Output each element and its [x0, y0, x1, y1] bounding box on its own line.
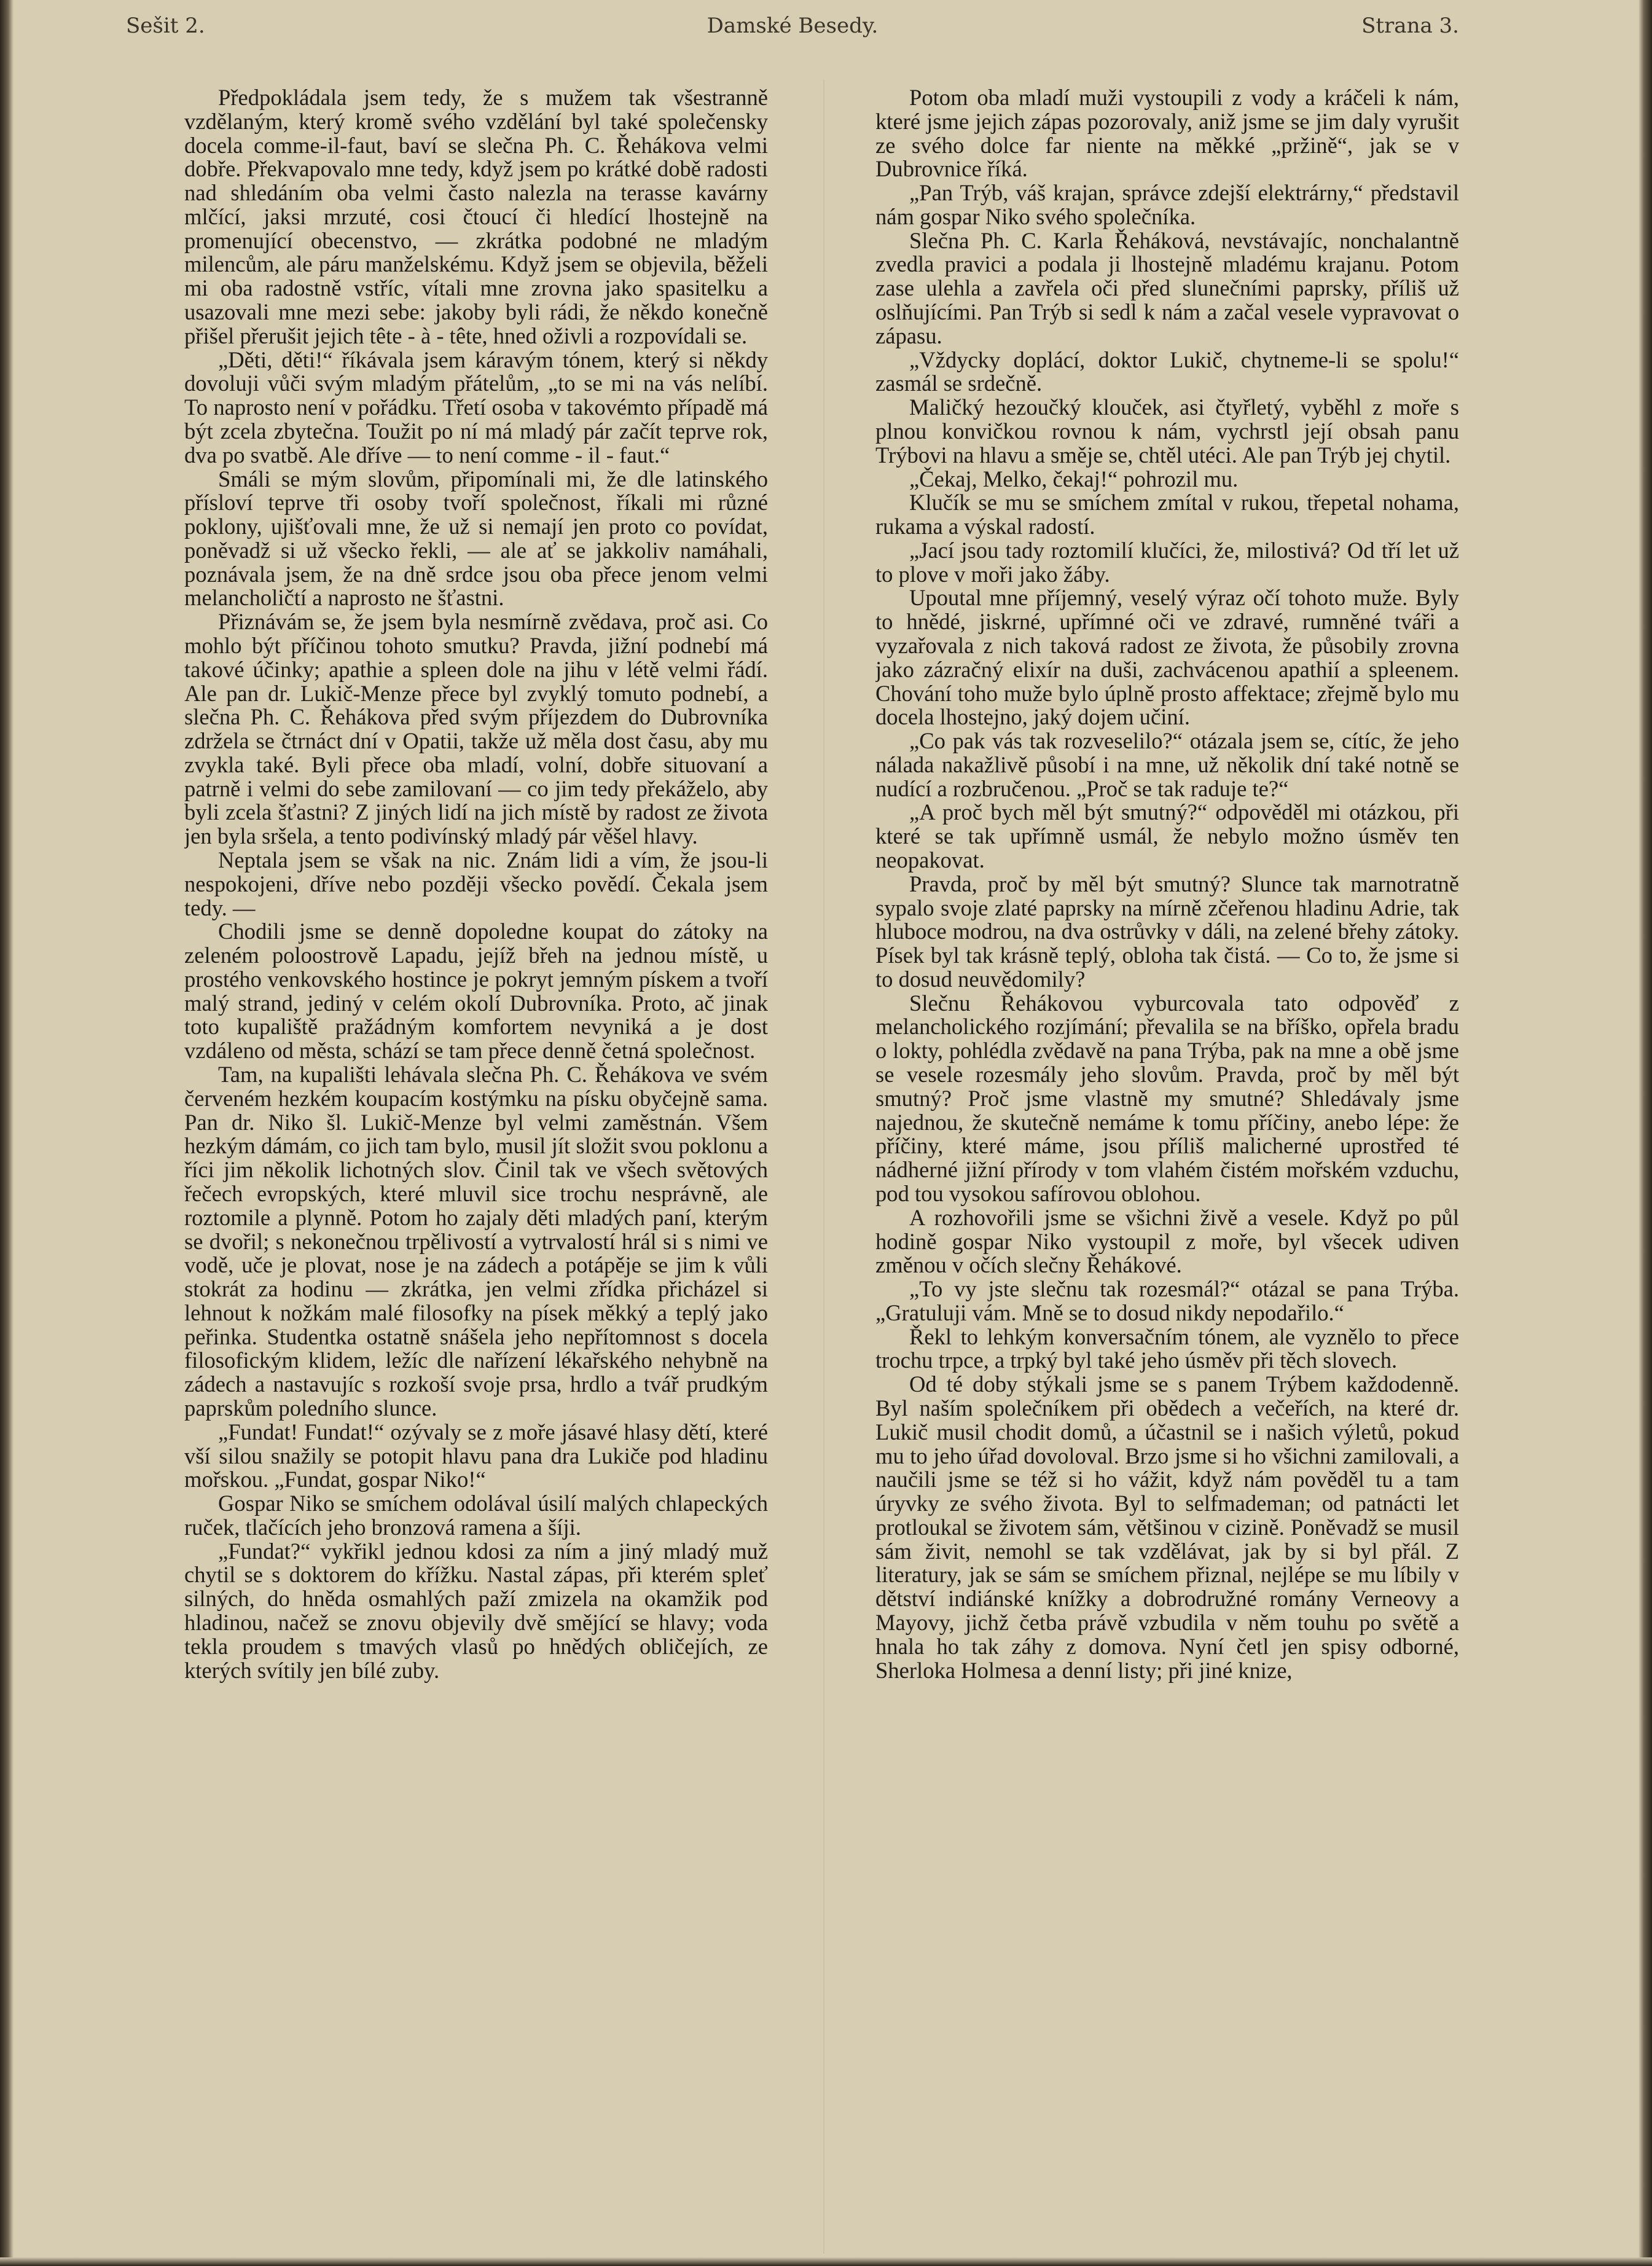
- paragraph: Pravda, proč by měl být smutný? Slunce tak marnotratně sypalo svoje zlaté paprsky na mírně zčeřenou hladinu Adrie, tak hluboce modrou, na dva ostrůvky v dáli, na zelené břehy zátoky. Písek byl tak krásně teplý, obloha tak čistá. — Co to, že jsme si to dosud neuvědomily?: [875, 871, 1459, 992]
- paragraph: „Fundat! Fundat!“ ozývaly se z moře jásavé hlasy dětí, které vší silou snažily se potopit hlavu pana dra Lukiče pod hladinu mořskou. „Fundat, gospar Niko!“: [184, 1419, 768, 1492]
- issue-label: Sešit 2.: [126, 14, 205, 38]
- paragraph: Upoutal mne příjemný, veselý výraz očí tohoto muže. Byly to hnědé, jiskrné, upřímné oči ve zdravé, rumněné tváři a vyzařovala z nich taková radost ze života, že působily zrovna jako zázračný elixír na duši, zachvácenou apathií a spleenem. Chování toho muže bylo úplně prosto affektace; zřejmě bylo mu docela lhostejno, jaký dojem učiní.: [875, 585, 1459, 730]
- paragraph: „Čekaj, Melko, čekaj!“ pohrozil mu.: [909, 466, 1239, 492]
- paragraph: Řekl to lehkým konversačním tónem, ale vyznělo to přece trochu trpce, a trpký byl také jeho úsměv při těch slovech.: [875, 1323, 1459, 1373]
- page-edge-right: [1638, 0, 1652, 2266]
- page-edge-left: [0, 0, 14, 2266]
- paragraph: „To vy jste slečnu tak rozesmál?“ otázal se pana Trýba. „Gratuluji vám. Mně se to dosud nikdy nepodařilo.“: [875, 1276, 1459, 1325]
- running-header: [126, 14, 1459, 50]
- paragraph: Gospar Niko se smíchem odolával úsilí malých chlapeckých ruček, tlačících jeho bronzová ramena a šíji.: [184, 1491, 768, 1540]
- paragraph: Slečnu Řehákovou vyburcovala tato odpověď z melancholického rozjímání; převalila se na bříško, opřela bradu o lokty, pohlédla zvědavě na pana Trýba, pak na mne a obě jsme se vesele rozesmály jeho slovům. Pravda, proč by měl být smutný? Proč jsme vlastně my smutné? Shledávaly jsme najednou, že skutečně nemáme k tomu příčiny, anebo lépe: že příčiny, které máme, jsou příliš malicherné uprostřed té nádherné jižní přírody v tom vlahém čistém mořském vzduchu, pod tou vysokou safírovou oblohou.: [875, 990, 1459, 1206]
- paragraph: „Co pak vás tak rozveselilo?“ otázala jsem se, cítíc, že jeho nálada nakažlivě působí i na mne, už několik dní také notně se nudící a rozbručenou. „Proč se tak raduje te?“: [875, 728, 1459, 801]
- paragraph: Od té doby stýkali jsme se s panem Trýbem každodenně. Byl naším společníkem při obědech a večeřích, na které dr. Lukič musil chodit domů, a účastnil se i našich výletů, pokud mu to jeho úřad dovoloval. Brzo jsme si ho všichni zamilovali, a naučili jsme se též si ho vážit, když nám pověděl tu a tam úryvky ze svého života. Byl to selfmademan; od patnácti let protloukal se životem sám, většinou v cizině. Poněvadž se musil sám živit, nemohl se tak vzdělávat, jak by si byl přál. Z literatury, jak se sám se smíchem přiznal, nejlépe se mu líbily v dětství indiánské knížky a dobrodružné romány Verneovy a Mayovy, jichž četba právě vzbudila v něm touhu po světě a hnala ho tak záhy z domova. Nyní četl jen spisy odborné, Sherloka Holmesa a denní listy; při jiné knize,: [875, 1371, 1459, 1683]
- paragraph: Smáli se mým slovům, připomínali mi, že dle latinského přísloví teprve tři osoby tvoří společnost, říkali mi různé poklony, ujišťovali mne, že už si nemají jen proto co povídat, poněvadž si už všecko řekli, — ale ať se jakkoliv namáhali, poznávala jsem, že na dně srdce jsou oba přece jenom velmi melancholičtí a naprosto ne šťastni.: [184, 466, 768, 611]
- paragraph: „Fundat?“ vykřikl jednou kdosi za ním a jiný mladý muž chytil se s doktorem do křížku. Nastal zápas, při kterém spleť silných, do hněda osmahlých paží zmizela na okamžik pod hladinou, načež se znovu objevily dvě smějící se hlavy; voda tekla proudem s tmavých vlasů po hnědých obličejích, ze kterých svítily jen bílé zuby.: [184, 1538, 768, 1683]
- paragraph: A rozhovořili jsme se všichni živě a vesele. Když po půl hodině gospar Niko vystoupil z moře, byl všecek udiven změnou v očích slečny Řehákové.: [875, 1204, 1459, 1278]
- paragraph: Maličký hezoučký klouček, asi čtyřletý, vyběhl z moře s plnou konvičkou rovnou k nám, vychrstl její obsah panu Trýbovi na hlavu a směje se, chtěl utéci. Ale pan Trýb jej chytil.: [875, 394, 1459, 468]
- paragraph: „Jací jsou tady roztomilí klučíci, že, milostivá? Od tří let už to plove v moři jako žáby.: [875, 537, 1459, 587]
- paragraph: Předpokládala jsem tedy, že s mužem tak všestranně vzdělaným, který kromě svého vzdělání byl také společensky docela comme-il-faut, baví se slečna Ph. C. Řehákova velmi dobře. Překvapovalo mne tedy, když jsem po krátké době radosti nad shledáním oba velmi často nalezla na terasse kavárny mlčící, jaksi mrzuté, cosi čtoucí či hledící lhostejně na promenující obecenstvo, — zkrátka podobné ne mladým milencům, ale páru manželskému. Když jsem se objevila, běželi mi oba radostně vstříc, vítali mne zrovna jako spasitelku a usazovali mne mezi sebe: jakoby byli rádi, že někdo konečně přišel přerušit jejich tête - à - tête, hned oživli a rozpovídali se.: [184, 86, 768, 348]
- column-gutter: [823, 80, 824, 2254]
- page-edge-bottom: [0, 2257, 1652, 2266]
- paragraph: „Pan Trýb, váš krajan, správce zdejší elektrárny,“ představil nám gospar Niko svého společníka.: [875, 180, 1459, 229]
- left-column: [184, 86, 768, 2212]
- paragraph: „Děti, děti!“ říkávala jsem káravým tónem, který si někdy dovoluji vůči svým mladým přátelům, „to se mi na vás nelíbí. To naprosto není v pořádku. Třetí osoba v takovémto případě má být zcela zbytečna. Toužit po ní má mladý pár začít teprve rok, dva po svatbě. Ale dříve — to není comme - il - faut.“: [184, 347, 768, 468]
- journal-title: Damské Besedy.: [707, 14, 879, 38]
- paragraph: Přiznávám se, že jsem byla nesmírně zvědava, proč asi. Co mohlo být příčinou tohoto smutku? Pravda, jižní podnebí má takové účinky; apathie a spleen dole na jihu v létě velmi řádí. Ale pan dr. Lukič-Menze přece byl zvyklý tomuto podnebí, a slečna Ph. C. Řehákova před svým příjezdem do Dubrovníka zdržela se čtrnáct dní v Opatii, takže už měla dost času, aby mu zvykla také. Byli přece oba mladí, volní, dobře situovaní a patrně i velmi do sebe zamilovaní — co jim tedy překáželo, aby byli zcela šťastni? Z jiných lidí na jich místě by radost ze života jen byla sršela, a tento podivínský mladý pár věšel hlavy.: [184, 609, 768, 849]
- paragraph: Chodili jsme se denně dopoledne koupat do zátoky na zeleném poloostrově Lapadu, jejíž břeh na jednou místě, u prostého venkovského hostince je pokryt jemným pískem a tvoří malý strand, jediný v celém okolí Dubrovníka. Proto, ač jinak toto kupaliště pražádným komfortem nevyniká a je dost vzdáleno od města, schází se tam přece denně četná společnost.: [184, 919, 768, 1064]
- right-column: [875, 86, 1459, 2212]
- paragraph: „Vždycky doplácí, doktor Lukič, chytneme-li se spolu!“ zasmál se srdečně.: [875, 347, 1459, 396]
- paragraph: Neptala jsem se však na nic. Znám lidi a vím, že jsou-li nespokojeni, dříve nebo později všecko povědí. Čekala jsem tedy. —: [184, 847, 768, 920]
- paragraph: Klučík se mu se smíchem zmítal v rukou, třepetal nohama, rukama a výskal radostí.: [875, 490, 1459, 539]
- page-number: Strana 3.: [1361, 14, 1459, 38]
- paragraph: „A proč bych měl být smutný?“ odpověděl mi otázkou, při které se tak upřímně usmál, že nebylo možno úsměv ten neopakovat.: [875, 799, 1459, 872]
- paragraph: Tam, na kupališti lehávala slečna Ph. C. Řehákova ve svém červeném hezkém koupacím kostýmku na písku obyčejně sama. Pan dr. Niko šl. Lukič-Menze byl velmi zaměstnán. Všem hezkým dámám, co jich tam bylo, musil jít složit svou poklonu a říci jim několik lichotných slov. Činil tak ve všech světových řečech evropských, které mluvil sice trochu nesprávně, ale roztomile a plynně. Potom ho zajaly děti mladých paní, kterým se dvořil; s nekonečnou trpělivostí a vytrvalostí hrál si s nimi ve vodě, uče je plovat, nose je na zádech a potápěje se jim k vůli stokrát za hodinu — zkrátka, jen velmi zřídka přicházel si lehnout k nožkám malé filosofky na písek měkký a teplý jako peřinka. Studentka ostatně snášela jeho nepřítomnost s docela filosofickým klidem, ležíc dle nařízení lékařského nehybně na zádech a nastavujíc s rozkoší svoje prsa, hrdlo a tvář prudkým paprskům poledního slunce.: [184, 1062, 768, 1421]
- paragraph: Slečna Ph. C. Karla Řeháková, nevstávajíc, nonchalantně zvedla pravici a podala ji lhostejně mladému krajanu. Potom zase ulehla a zavřela oči před slunečními paprsky, příliš už oslňujícími. Pan Trýb si sedl k nám a začal vesele vypravovat o zápasu.: [875, 227, 1459, 348]
- paragraph: Potom oba mladí muži vystoupili z vody a kráčeli k nám, které jsme jejich zápas pozorovaly, aniž jsme se jim daly vyrušit ze svého dolce far niente na měkké „pržině“, jak se v Dubrovnice říká.: [875, 86, 1459, 182]
